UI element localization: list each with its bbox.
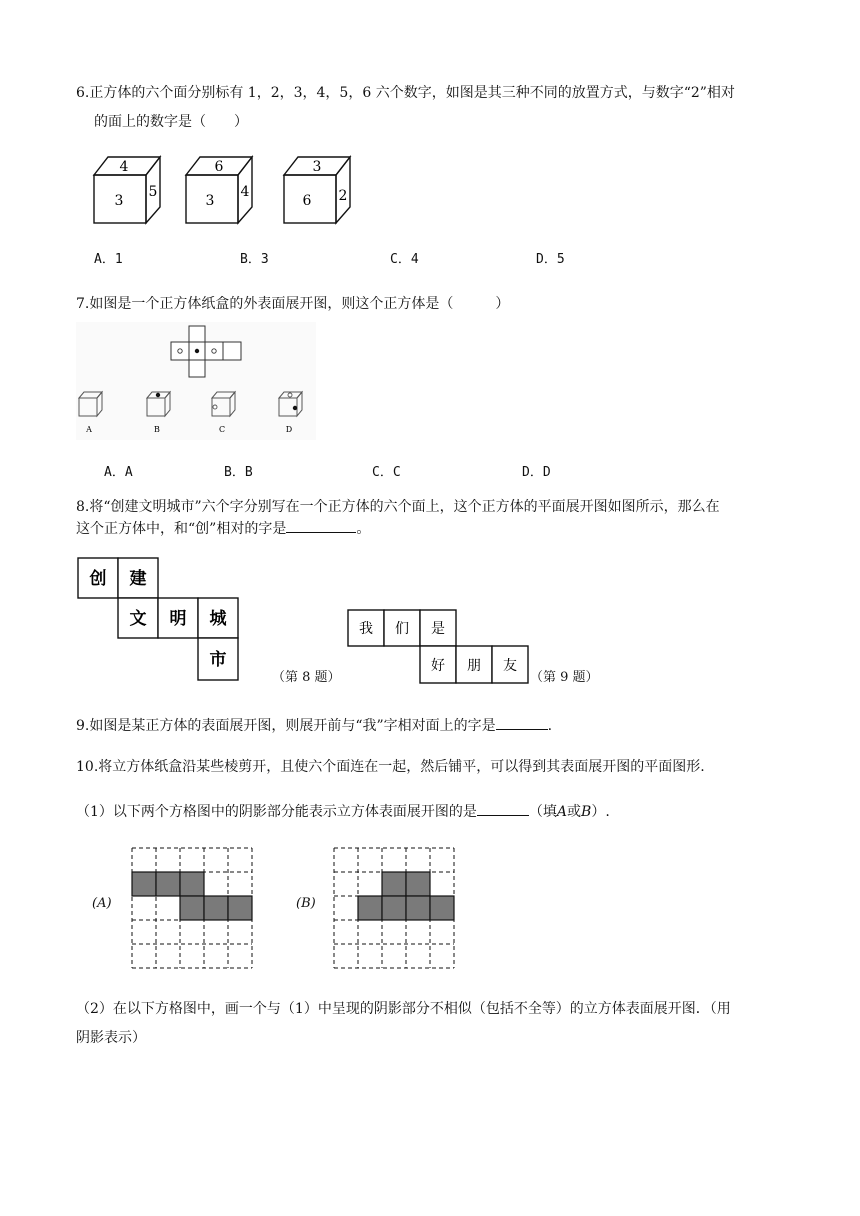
q9-net-char-1: 我	[359, 621, 373, 637]
q10-grid-a-label: (A)	[92, 896, 112, 911]
q9-net-char-2: 们	[395, 621, 409, 637]
q10-part1-post: ）.	[591, 804, 610, 820]
q6-text-line1: 6.正方体的六个面分别标有 1，2，3，4，5，6 六个数字，如图是其三种不同的放置方式，与数字“2”相对	[76, 85, 735, 101]
q6-option-c[interactable]: C．4	[390, 252, 419, 267]
q9-net	[348, 610, 530, 686]
q8-caption: （第 8 题）	[272, 670, 341, 685]
q10-grid-a	[132, 848, 256, 972]
q8-net-char-4: 明	[169, 609, 187, 629]
q7-cube-label-a: A	[86, 425, 92, 434]
q6-cube-1-front: 3	[114, 193, 124, 209]
q6-cube-3	[284, 155, 354, 225]
q6-cube-2-front: 3	[205, 193, 215, 209]
q8-text-line2-pre: 这个正方体中，和“创”相对的字是	[76, 521, 287, 537]
q7-cube-label-b: B	[154, 425, 160, 434]
q6-cube-2	[186, 155, 256, 225]
q10-part2-line1: （2）在以下方格图中，画一个与（1）中呈现的阴影部分不相似（包括不全等）的立方体表面展开图．（用	[76, 1001, 731, 1017]
q7-text-line1: 7.如图是一个正方体纸盒的外表面展开图，则这个正方体是（ ）	[76, 296, 510, 312]
q9-text-line1	[76, 715, 552, 736]
q9-net-char-5: 朋	[467, 658, 481, 674]
q6-cube-1	[94, 155, 164, 225]
q8-answer-blank[interactable]	[286, 518, 356, 533]
q7-cube-label-c: C	[218, 425, 226, 434]
q6-cube-2-top: 6	[214, 159, 224, 175]
q6-cube-3-right: 2	[338, 188, 348, 204]
q7-option-a[interactable]: A．A	[104, 465, 133, 480]
q8-net-char-3: 文	[129, 609, 147, 629]
q9-net-char-3: 是	[431, 621, 445, 637]
q7-option-c[interactable]: C．C	[372, 465, 401, 480]
q9-text-post: .	[547, 718, 553, 734]
q10-part2-line2: 阴影表示）	[76, 1030, 146, 1046]
q6-option-a[interactable]: A．1	[94, 252, 123, 267]
q6-cube-1-top: 4	[119, 159, 129, 175]
q8-net	[78, 558, 242, 682]
q9-caption: （第 9 题）	[530, 670, 599, 685]
q9-answer-blank[interactable]	[496, 715, 548, 730]
q7-option-d[interactable]: D．D	[522, 465, 551, 480]
q7-option-b[interactable]: B．B	[224, 465, 253, 480]
q10-text-line1: 10.将立方体纸盒沿某些棱剪开，且使六个面连在一起，然后铺平，可以得到其表面展开图的平面图形.	[76, 759, 705, 775]
q10-grid-b-label: (B)	[296, 896, 316, 911]
q10-part1-pre: （1）以下两个方格图中的阴影部分能表示立方体表面展开图的是	[76, 804, 477, 820]
q8-text-line2-post: 。	[356, 521, 371, 537]
q6-option-d[interactable]: D．5	[536, 252, 565, 267]
q10-part1-a: A	[556, 804, 568, 820]
q7-cube-label-d: D	[285, 425, 293, 434]
q10-part1-mid: （填	[528, 804, 557, 820]
q6-cube-3-top: 3	[312, 159, 322, 175]
q9-text-pre: 9.如图是某正方体的表面展开图，则展开前与“我”字相对面上的字是	[76, 718, 496, 734]
q6-cube-3-front: 6	[302, 193, 312, 209]
q6-text-line2: 的面上的数字是（ ）	[94, 114, 248, 130]
q6-cube-2-right: 4	[240, 184, 250, 200]
q9-net-char-4: 好	[431, 658, 445, 674]
q8-net-char-6: 市	[209, 650, 227, 670]
q8-net-char-2: 建	[129, 569, 147, 589]
q6-option-b[interactable]: B．3	[240, 252, 269, 267]
q8-text-line2	[76, 518, 370, 539]
q10-part1-b: B	[581, 804, 592, 820]
q8-text-line1: 8.将“创建文明城市”六个字分别写在一个正方体的六个面上，这个正方体的平面展开图如图所示，那么在	[76, 499, 720, 515]
q10-part1-text	[76, 801, 610, 822]
q7-figure	[76, 322, 316, 440]
q9-net-char-6: 友	[503, 658, 517, 674]
q6-cube-1-right: 5	[148, 184, 158, 200]
q10-answer-blank[interactable]	[477, 801, 529, 816]
q8-net-char-5: 城	[209, 609, 227, 629]
q8-net-char-1: 创	[89, 569, 107, 589]
q10-part1-or: 或	[567, 804, 582, 820]
q10-grid-b	[334, 848, 458, 972]
